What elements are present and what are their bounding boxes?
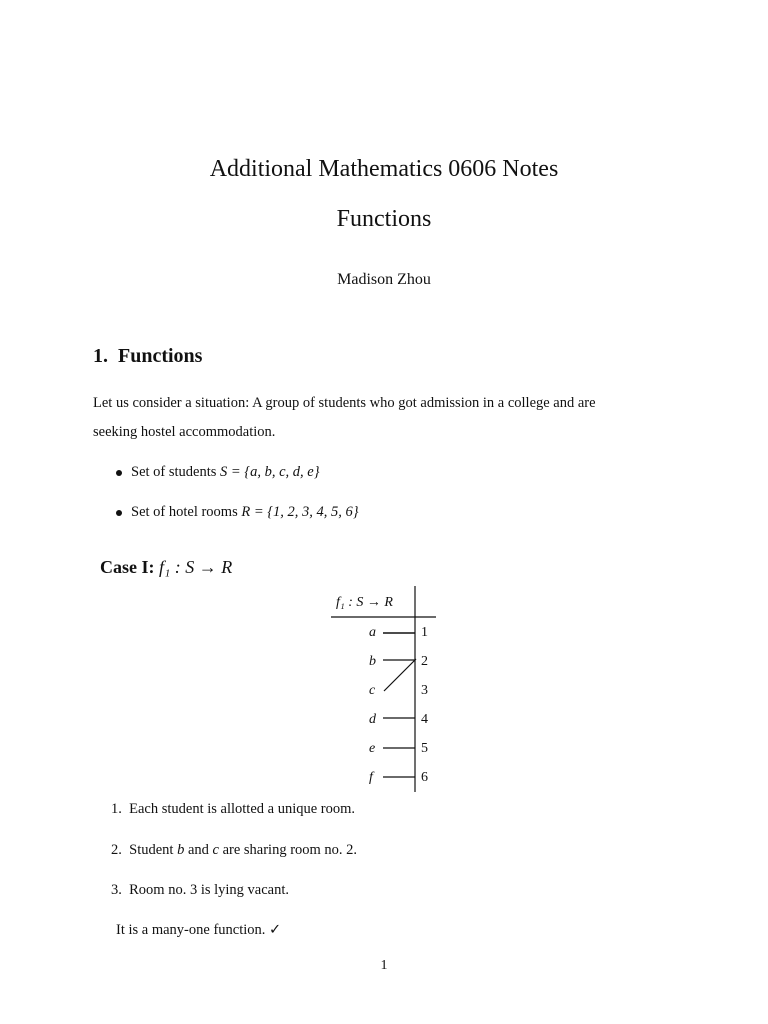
diagram-right-label: 2 bbox=[421, 654, 428, 669]
section-number: 1. bbox=[93, 345, 108, 367]
observation-text: Room no. 3 is lying vacant. bbox=[129, 882, 290, 898]
intro-line-1: Let us consider a situation: A group of students who got admission in a college and are bbox=[93, 395, 596, 411]
observation-text: are sharing room no. 2. bbox=[218, 842, 358, 858]
diagram-left-label: d bbox=[369, 712, 376, 727]
intro-line-2: seeking hostel accommodation. bbox=[93, 424, 276, 440]
diagram-header: f₁ : S → R bbox=[336, 595, 393, 610]
diagram-right-label: 4 bbox=[421, 712, 428, 727]
observation-number: 2. bbox=[111, 842, 122, 858]
diagram-left-label: a bbox=[369, 625, 376, 640]
diagram-left-label: e bbox=[369, 741, 376, 756]
case-label: Case I: bbox=[100, 557, 155, 577]
document-subtitle: Functions bbox=[336, 206, 432, 232]
diagram-left-label: b bbox=[369, 654, 376, 669]
observation-text: Each student is allotted a unique room. bbox=[129, 801, 356, 817]
observation-number: 1. bbox=[111, 801, 122, 817]
observation-text: and bbox=[184, 842, 213, 858]
page-number: 1 bbox=[380, 958, 388, 973]
section-title: Functions bbox=[118, 345, 203, 367]
observation-var: b bbox=[177, 842, 185, 858]
document-title: Additional Mathematics 0606 Notes bbox=[209, 156, 559, 182]
author-name: Madison Zhou bbox=[337, 271, 431, 288]
observation-text: Student bbox=[129, 842, 178, 858]
diagram-right-label: 6 bbox=[421, 770, 428, 785]
observation-var: c bbox=[212, 842, 219, 858]
observation-number: 3. bbox=[111, 882, 122, 898]
bullet-text: Set of students bbox=[131, 464, 221, 480]
conclusion-text: It is a many-one function. bbox=[116, 922, 266, 938]
bullet-math: S = {a, b, c, d, e} bbox=[220, 464, 320, 480]
diagram-right-label: 3 bbox=[421, 683, 428, 698]
observation-item bbox=[111, 842, 357, 859]
case-math: f₁ : S → R bbox=[159, 557, 233, 577]
arrow-c-to-2 bbox=[384, 659, 416, 691]
bullet-text: Set of hotel rooms bbox=[131, 504, 242, 520]
diagram-left-label: c bbox=[369, 683, 376, 698]
checkmark-icon: ✓ bbox=[269, 922, 282, 938]
bullet-math: R = {1, 2, 3, 4, 5, 6} bbox=[241, 504, 359, 520]
observation-item bbox=[111, 882, 289, 899]
diagram-right-label: 5 bbox=[421, 741, 428, 756]
conclusion bbox=[116, 922, 281, 939]
observation-item bbox=[111, 801, 355, 818]
diagram-right-label: 1 bbox=[421, 625, 428, 640]
diagram-left-label: f bbox=[369, 770, 373, 785]
